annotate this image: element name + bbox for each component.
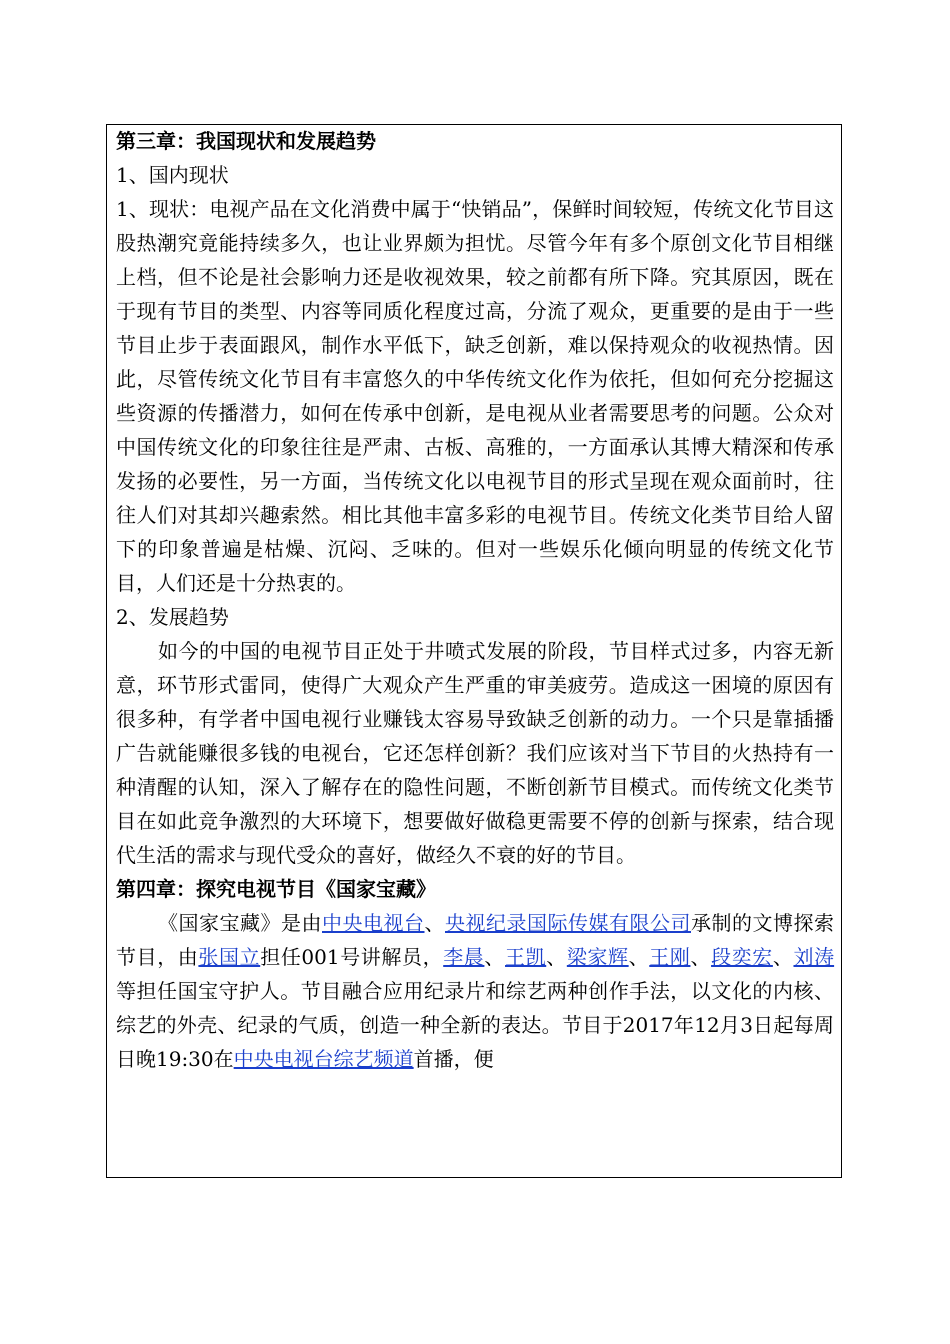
chapter-3-heading: 第三章：我国现状和发展趋势 <box>116 129 376 153</box>
link-li-chen[interactable]: 李晨 <box>443 945 485 969</box>
text-segment: 、 <box>690 945 712 969</box>
text-segment: 承制的文博探索节目，由 <box>116 911 834 969</box>
link-duan-yihong[interactable]: 段奕宏 <box>711 945 773 969</box>
text-segment: 担任001号讲解员， <box>260 945 444 969</box>
paragraph-trend: 如今的中国的电视节目正处于井喷式发展的阶段，节目样式过多，内容无新意，环节形式雷同，使得广大观众产生严重的审美疲劳。造成这一困境的原因有很多种，有学者中国电视行业赚钱太容易导致缺乏创新的动力。一个只是靠插播广告就能赚很多钱的电视台，它还怎样创新？我们应该对当下节目的火热持有一种清醒的认知，深入了解存在的隐性问题，不断创新节目模式。而传统文化类节目在如此竞争激烈的大环境下，想要做好做稳更需要不停的创新与探索，结合现代生活的需求与现代受众的喜好，做经久不衰的好的节目。 <box>116 639 834 867</box>
document-body <box>116 124 834 1076</box>
paragraph-national-treasure <box>116 906 834 1076</box>
text-segment: 、 <box>484 945 506 969</box>
link-liang-jiahui[interactable]: 梁家辉 <box>566 945 629 969</box>
link-wang-kai[interactable]: 王凯 <box>505 945 547 969</box>
text-segment: 等担任国宝守护人。节目融合应用纪录片和综艺两种创作手法，以文化的内核、综艺的外壳、纪录的气质，创造一种全新的表达。节目于2017年12月3日起每周日晚19:30在 <box>116 979 834 1071</box>
text-segment: 、 <box>546 945 567 969</box>
text-segment: 首播，便 <box>413 1047 494 1071</box>
link-zhang-guoli[interactable]: 张国立 <box>198 945 261 969</box>
link-cctv-variety-channel[interactable]: 中央电视台综艺频道 <box>233 1047 414 1071</box>
section-current-status-heading: 1、国内现状 <box>116 163 229 187</box>
section-trend-heading: 2、发展趋势 <box>116 605 229 629</box>
text-segment: 、 <box>628 945 650 969</box>
text-segment: 《国家宝藏》是由 <box>158 911 322 935</box>
text-segment: 、 <box>772 945 794 969</box>
text-segment: 、 <box>424 911 445 935</box>
paragraph-current-status: 1、现状：电视产品在文化消费中属于“快销品”，保鲜时间较短，传统文化节目这股热潮究竟能持续多久，也让业界颇为担忧。尽管今年有多个原创文化节目相继上档，但不论是社会影响力还是收视效果，较之前都有所下降。究其原因，既在于现有节目的类型、内容等同质化程度过高，分流了观众，更重要的是由于一些节目止步于表面跟风，制作水平低下，缺乏创新，难以保持观众的收视热情。因此，尽管传统文化节目有丰富悠久的中华传统文化作为依托，但如何充分挖掘这些资源的传播潜力，如何在传承中创新，是电视从业者需要思考的问题。公众对中国传统文化的印象往往是严肃、古板、高雅的，一方面承认其博大精深和传承发扬的必要性，另一方面，当传统文化以电视节目的形式呈现在观众面前时，往往人们对其却兴趣索然。相比其他丰富多彩的电视节目。传统文化类节目给人留下的印象普遍是枯燥、沉闷、乏味的。但对一些娱乐化倾向明显的传统文化节目，人们还是十分热衷的。 <box>116 197 834 595</box>
link-wang-gang[interactable]: 王刚 <box>649 945 691 969</box>
chapter-4-heading: 第四章：探究电视节目《国家宝藏》 <box>116 877 436 901</box>
link-cctv[interactable]: 中央电视台 <box>322 911 425 935</box>
link-liu-tao[interactable]: 刘涛 <box>793 945 835 969</box>
link-cctv-documentary-media[interactable]: 央视纪录国际传媒有限公司 <box>445 911 691 935</box>
